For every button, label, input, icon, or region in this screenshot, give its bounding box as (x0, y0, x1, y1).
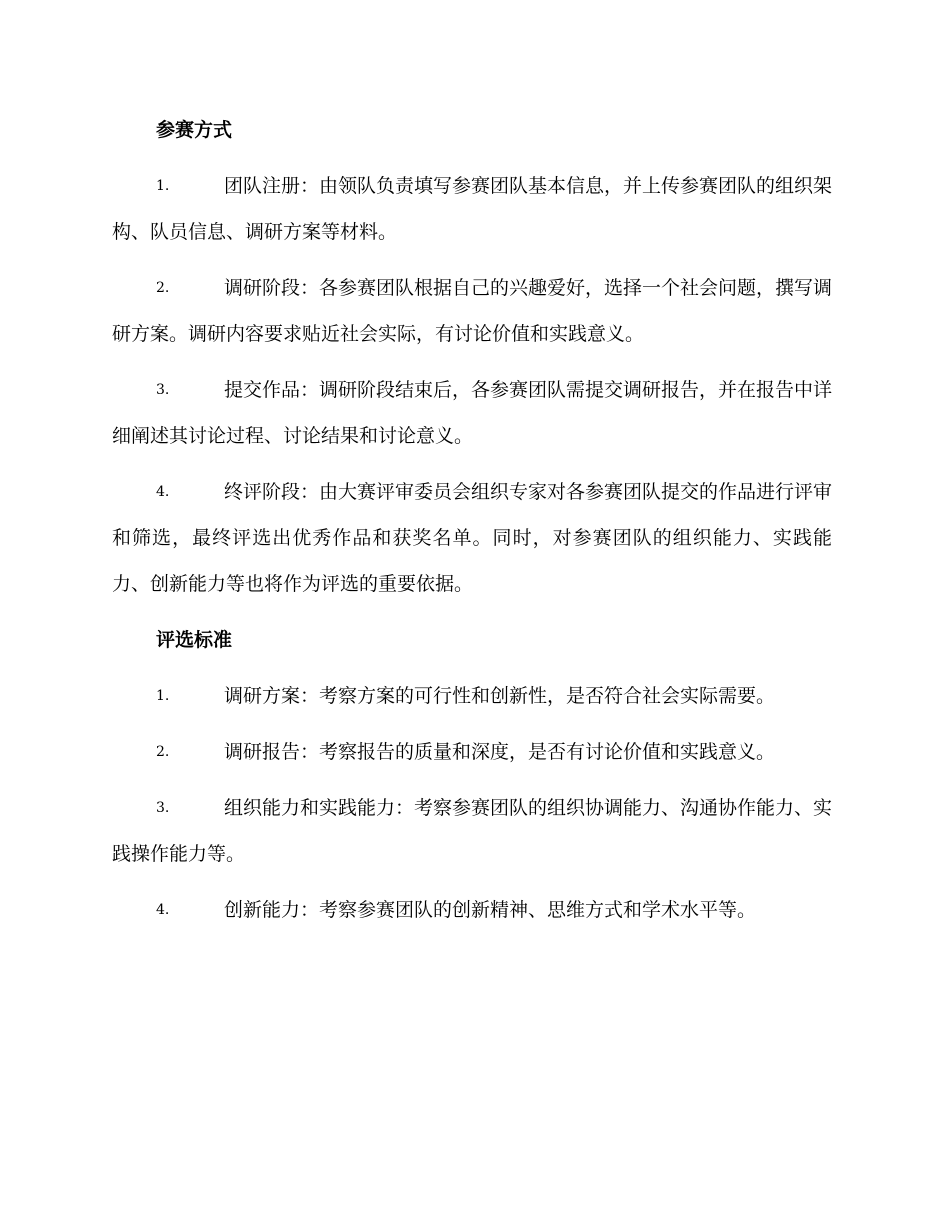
list-number: 2. (156, 744, 170, 760)
section-heading-participation: 参赛方式 (156, 119, 233, 141)
list-item-text: 调研报告：考察报告的质量和深度，是否有讨论价值和实践意义。 (224, 741, 776, 763)
list-item (112, 785, 832, 877)
list-item (112, 163, 832, 255)
list-number: 2. (156, 280, 170, 296)
list-item-text: 终评阶段：由大赛评审委员会组织专家对各参赛团队提交的作品进行评审和筛选，最终评选出优秀作品和获奖名单。同时，对参赛团队的组织能力、实践能力、创新能力等也将作为评选的重要依据。 (112, 481, 833, 595)
list-number: 3. (156, 800, 170, 816)
list-item-text: 调研阶段：各参赛团队根据自己的兴趣爱好，选择一个社会问题，撰写调研方案。调研内容要求贴近社会实际，有讨论价值和实践意义。 (112, 277, 833, 345)
list-item (112, 367, 832, 459)
document-page (112, 107, 832, 943)
list-item (112, 469, 832, 607)
list-item-text: 组织能力和实践能力：考察参赛团队的组织协调能力、沟通协作能力、实践操作能力等。 (112, 797, 833, 865)
list-item (112, 887, 832, 933)
list-item-text: 团队注册：由领队负责填写参赛团队基本信息，并上传参赛团队的组织架构、队员信息、调研方案等材料。 (112, 175, 833, 243)
section-heading-criteria: 评选标准 (156, 629, 233, 651)
list-item (112, 673, 832, 719)
list-item (112, 265, 832, 357)
list-number: 3. (156, 382, 170, 398)
list-number: 4. (156, 484, 170, 500)
list-item (112, 729, 832, 775)
list-item-text: 调研方案：考察方案的可行性和创新性，是否符合社会实际需要。 (224, 685, 776, 707)
list-number: 1. (156, 178, 170, 194)
list-item-text: 提交作品：调研阶段结束后，各参赛团队需提交调研报告，并在报告中详细阐述其讨论过程、讨论结果和讨论意义。 (112, 379, 833, 447)
list-number: 1. (156, 688, 170, 704)
list-number: 4. (156, 902, 170, 918)
list-item-text: 创新能力：考察参赛团队的创新精神、思维方式和学术水平等。 (224, 899, 757, 921)
